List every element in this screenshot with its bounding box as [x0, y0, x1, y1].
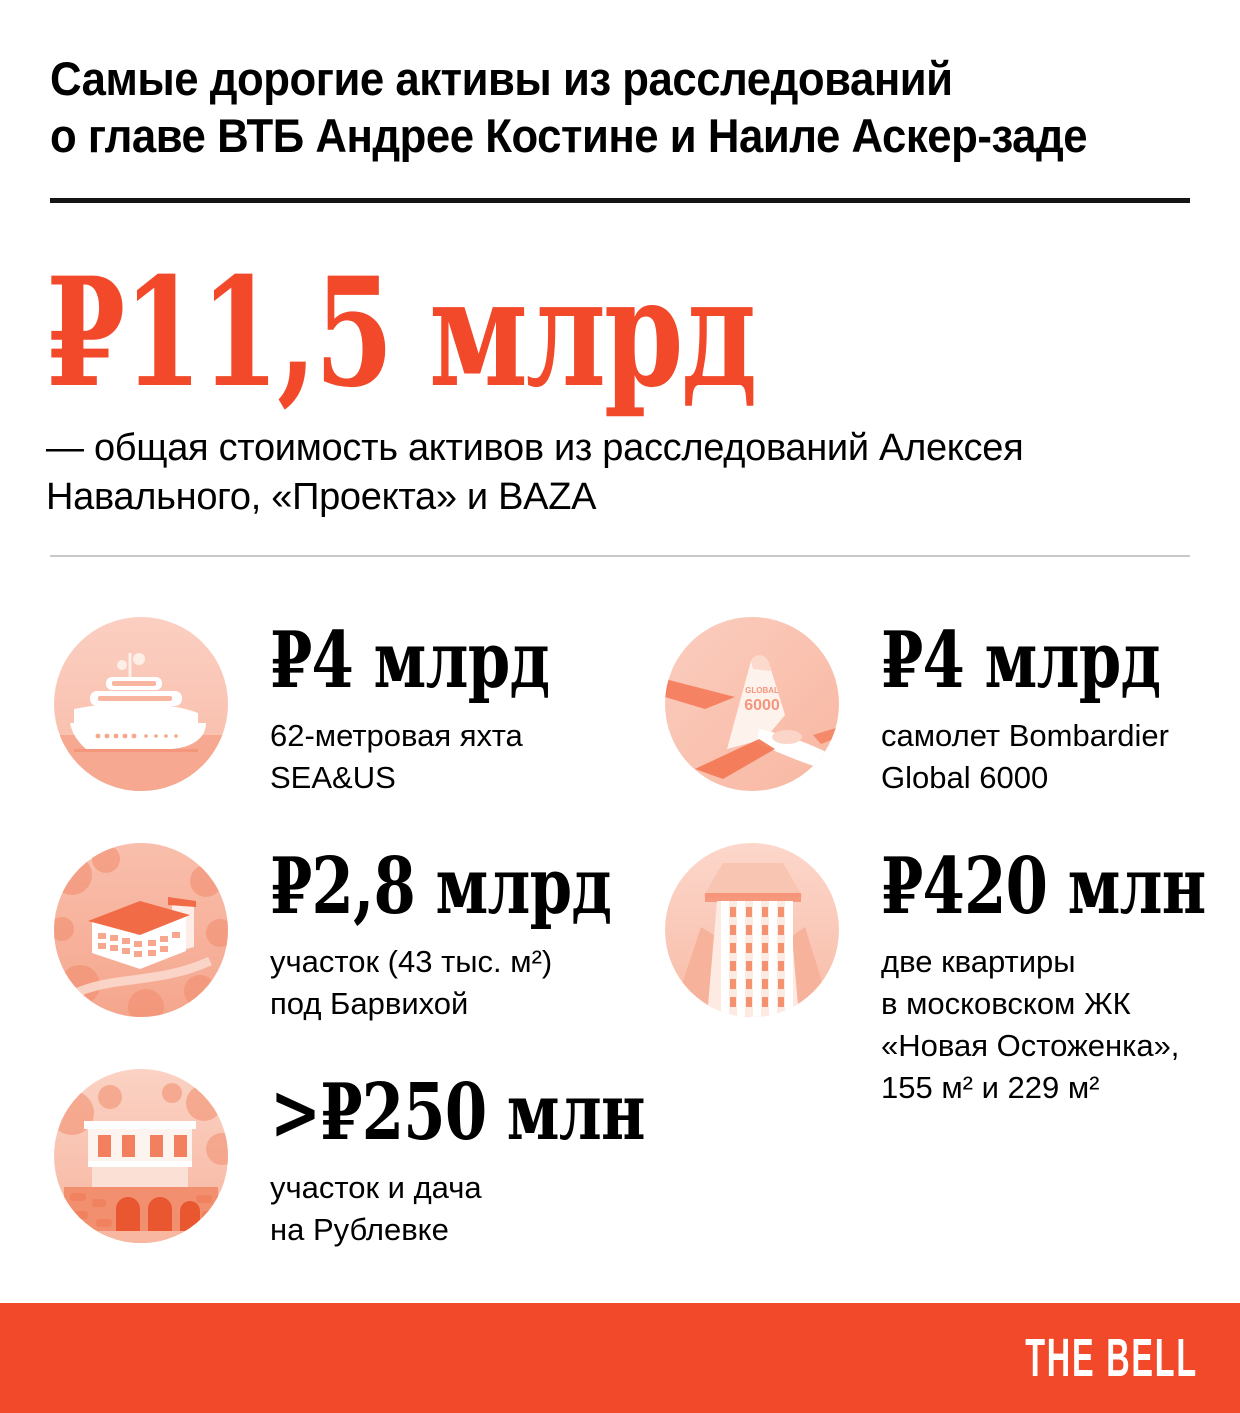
rublevka-photo-circle: [54, 1069, 228, 1243]
page-title-line-1: Самые дорогие активы из расследований: [50, 52, 953, 105]
the-bell-logo: THE BELL: [1025, 1328, 1198, 1388]
barvikha-photo-circle: [54, 843, 228, 1017]
yacht-photo-circle: [54, 617, 228, 791]
assets-grid: [0, 617, 1240, 1295]
jet-photo: [665, 617, 839, 791]
asset-ostozhenka-apartments: [665, 843, 1240, 1109]
asset-yacht-text: [270, 617, 628, 799]
page-title-line-2: о главе ВТБ Андрее Костине и Наиле Аскер-заде: [50, 109, 1088, 162]
total-amount: ₽11,5 млрд: [46, 245, 755, 421]
asset-ostozhenka-value: ₽420 млн: [881, 841, 1206, 932]
total-caption-line-2: Навального, «Проекта» и BAZA: [46, 476, 597, 518]
page-title: [0, 0, 1240, 164]
asset-barvikha-desc: участок (43 тыс. м²) под Барвихой: [270, 944, 553, 1021]
dark-divider: [50, 198, 1190, 203]
asset-yacht-value: ₽4 млрд: [270, 615, 550, 706]
asset-barvikha-value: ₽2,8 млрд: [270, 841, 612, 932]
asset-ostozhenka-desc: две квартиры в московском ЖК «Новая Остоженка», 155 м² и 229 м²: [881, 944, 1180, 1105]
footer-bar: [0, 1303, 1240, 1413]
asset-rublevka-value: >₽250 млн: [270, 1067, 645, 1158]
asset-jet-text: [881, 617, 1239, 799]
asset-barvikha-text: [270, 843, 707, 1025]
asset-barvikha-plot: [54, 843, 665, 1025]
jet-photo-circle: [665, 617, 839, 791]
assets-column-left: [50, 617, 665, 1295]
asset-jet-desc: самолет Bombardier Global 6000: [881, 718, 1169, 795]
ostozhenka-photo-circle: [665, 843, 839, 1017]
svg-text:6000: 6000: [744, 697, 780, 714]
asset-rublevka-desc: участок и дача на Рублевке: [270, 1170, 482, 1247]
total-caption-line-1: — общая стоимость активов из расследований Алексея: [46, 427, 1024, 469]
asset-jet-value: ₽4 млрд: [881, 615, 1161, 706]
yacht-photo: [54, 617, 228, 791]
assets-column-right: [665, 617, 1240, 1295]
asset-yacht: [54, 617, 665, 799]
asset-rublevka-dacha: [54, 1069, 665, 1251]
asset-yacht-desc: 62-метровая яхта SEA&US: [270, 718, 523, 795]
total-caption: [46, 424, 1190, 522]
asset-ostozhenka-text: [881, 843, 1240, 1109]
barvikha-building-photo: [54, 843, 228, 1017]
rublevka-dacha-photo: [54, 1069, 228, 1243]
svg-text:GLOBAL: GLOBAL: [745, 686, 779, 695]
light-divider: [50, 555, 1190, 557]
asset-jet: [665, 617, 1240, 799]
ostozhenka-tower-photo: [665, 843, 839, 1017]
